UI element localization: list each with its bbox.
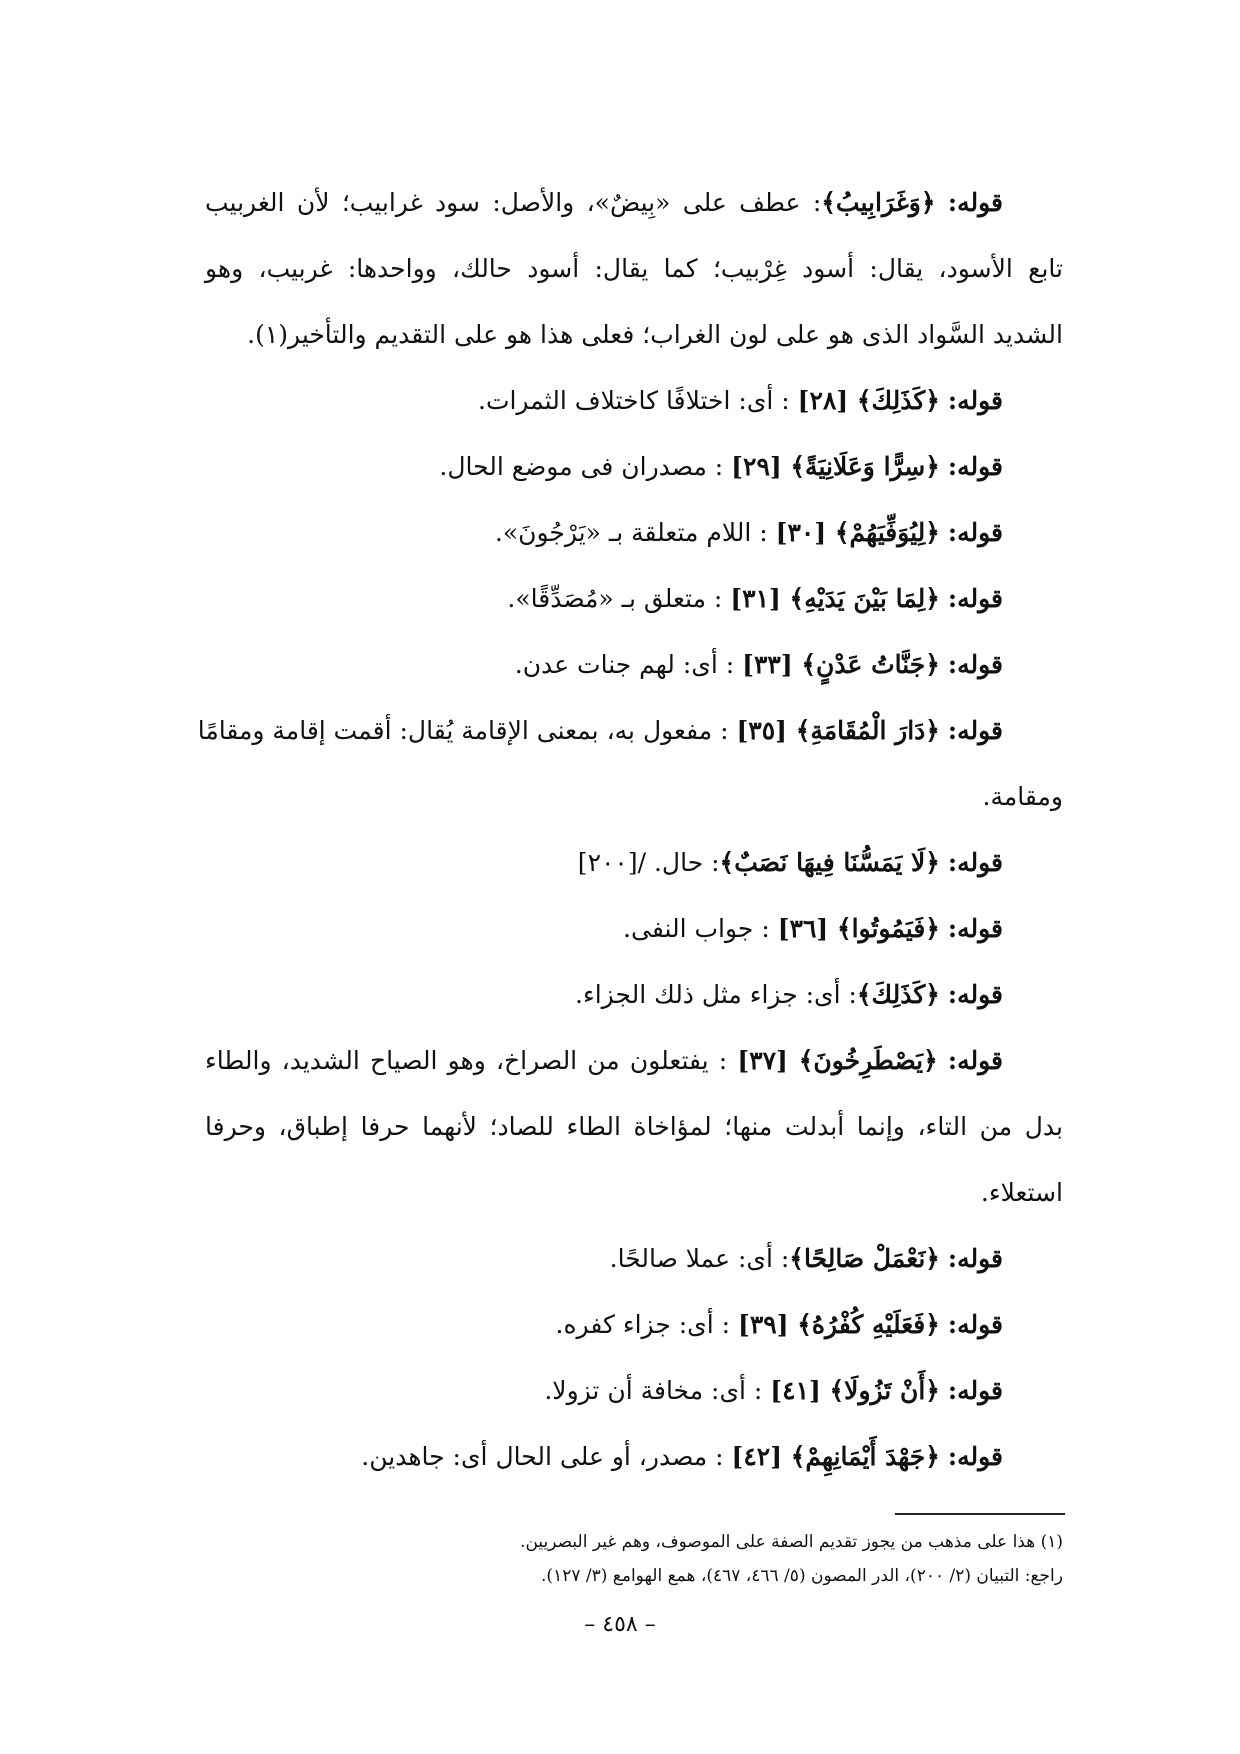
quran-phrase: ﴿نَعْمَلْ صَالِحًا﴾ <box>789 1244 940 1273</box>
quran-phrase: ﴿فَيَمُوتُوا﴾ [٣٦] <box>777 914 940 943</box>
quran-phrase: ﴿لِيُوَفِّيَهُمْ﴾ [٣٠] <box>775 518 940 547</box>
footnote-references: راجع: التبيان (٢/ ٢٠٠)، الدر المصون (٥/ ٤٦٦، ٤٦٧)، همع الهوامع (٣/ ١٢٧). <box>541 1566 1063 1586</box>
entry-label: قوله: <box>947 452 1003 481</box>
footnote-separator <box>895 1513 1065 1515</box>
entry-line <box>205 830 1063 896</box>
entry-line <box>205 1226 1063 1292</box>
entry-label: قوله: <box>947 386 1003 415</box>
footnotes <box>205 1525 1063 1593</box>
page-number: – ٤٥٨ – <box>584 1612 656 1637</box>
entry-label: قوله: <box>947 650 1003 679</box>
paragraph-line: ومقامة. <box>982 782 1063 811</box>
commentary: : مفعول به، بمعنى الإقامة يُقال: أقمت إقامة ومقامًا <box>197 716 729 745</box>
entry-label: قوله: <box>947 716 1003 745</box>
footnote: (١) هذا على مذهب من يجوز تقديم الصفة على الموصوف، وهم غير البصريين. <box>520 1532 1063 1552</box>
quran-phrase: ﴿يَصْطَرِخُونَ﴾ [٣٧] <box>737 1046 938 1075</box>
entry-label: قوله: <box>947 518 1003 547</box>
commentary: : يفتعلون من الصراخ، وهو الصياح الشديد، والطاء <box>205 1046 728 1075</box>
quran-phrase: ﴿جَنَّاتُ عَدْنٍ﴾ [٣٣] <box>742 650 940 679</box>
commentary: : حال. /[٢٠٠] <box>577 848 720 877</box>
entry-line <box>205 500 1063 566</box>
quran-phrase: ﴿سِرًّا وَعَلَانِيَةً﴾ [٢٩] <box>731 452 940 481</box>
paragraph-line: تابع الأسود، يقال: أسود غِرْبيب؛ كما يقال: أسود حالك، وواحدها: غربيب، وهو <box>205 254 1063 283</box>
commentary: : مصدران فى موضع الحال. <box>439 452 724 481</box>
commentary: : جواب النفى. <box>623 914 770 943</box>
quran-phrase: ﴿جَهْدَ أَيْمَانِهِمْ﴾ [٤٢] <box>731 1442 940 1471</box>
entry-label: قوله: <box>947 1244 1003 1273</box>
entry-label: قوله: <box>947 1310 1003 1339</box>
quran-phrase: ﴿أَنْ تَزُولَا﴾ [٤١] <box>770 1376 940 1405</box>
entry-line <box>205 566 1063 632</box>
main-text <box>197 170 1063 1490</box>
entry-label: قوله: <box>947 188 1003 217</box>
commentary: : أى: عملا صالحًا. <box>609 1244 790 1273</box>
paragraph-line: الشديد السَّواد الذى هو على لون الغراب؛ فعلى هذا هو على التقديم والتأخير(١). <box>247 320 1063 349</box>
entry-label: قوله: <box>947 1442 1003 1471</box>
commentary: : متعلق بـ «مُصَدِّقًا». <box>507 584 723 613</box>
entry-label: قوله: <box>947 848 1003 877</box>
commentary: : عطف على «بِيضٌ»، والأصل: سود غرابيب؛ لأن الغربيب <box>205 188 822 217</box>
commentary: : أى: لهم جنات عدن. <box>514 650 735 679</box>
quran-phrase: ﴿كَذَلِكَ﴾ <box>856 980 940 1009</box>
commentary: : أى: جزاء مثل ذلك الجزاء. <box>575 980 857 1009</box>
commentary: : أى: مخافة أن تزولا. <box>544 1376 763 1405</box>
entry-label: قوله: <box>947 1376 1003 1405</box>
entry-line <box>205 368 1063 434</box>
paragraph-line: استعلاء. <box>980 1178 1063 1207</box>
entry-label: قوله: <box>947 980 1003 1009</box>
entry-line <box>205 1292 1063 1358</box>
commentary: : اللام متعلقة بـ «يَرْجُونَ». <box>494 518 768 547</box>
entry-line <box>205 896 1063 962</box>
entry-label: قوله: <box>947 584 1003 613</box>
quran-phrase: ﴿دَارَ الْمُقَامَةِ﴾ [٣٥] <box>736 716 940 745</box>
entry-line <box>205 434 1063 500</box>
entry-label: قوله: <box>947 914 1003 943</box>
entry-line <box>205 1424 1063 1490</box>
paragraph-line <box>205 170 1063 236</box>
entry-line <box>205 962 1063 1028</box>
quran-phrase: ﴿لِمَا بَيْنَ يَدَيْهِ﴾ [٣١] <box>730 584 940 613</box>
commentary: : أى: اختلافًا كاختلاف الثمرات. <box>478 386 790 415</box>
paragraph-line: بدل من التاء، وإنما أبدلت منها؛ لمؤاخاة الطاء للصاد؛ لأنهما حرفا إطباق، وحرفا <box>205 1112 1063 1141</box>
paragraph-line <box>197 698 1063 764</box>
paragraph-line <box>205 1028 1063 1094</box>
quran-phrase: ﴿كَذَلِكَ﴾ [٢٨] <box>797 386 940 415</box>
entry-label: قوله: <box>947 1046 1004 1075</box>
quran-phrase: ﴿لَا يَمَسُّنَا فِيهَا نَصَبٌ﴾ <box>719 848 940 877</box>
entry-line <box>205 632 1063 698</box>
quran-phrase: ﴿فَعَلَيْهِ كُفْرُهُ﴾ [٣٩] <box>738 1310 940 1339</box>
quran-phrase: ﴿وَغَرَابِيبُ﴾ <box>821 188 936 217</box>
entry-line <box>205 1358 1063 1424</box>
commentary: : مصدر، أو على الحال أى: جاهدين. <box>361 1442 724 1471</box>
commentary: : أى: جزاء كفره. <box>555 1310 731 1339</box>
